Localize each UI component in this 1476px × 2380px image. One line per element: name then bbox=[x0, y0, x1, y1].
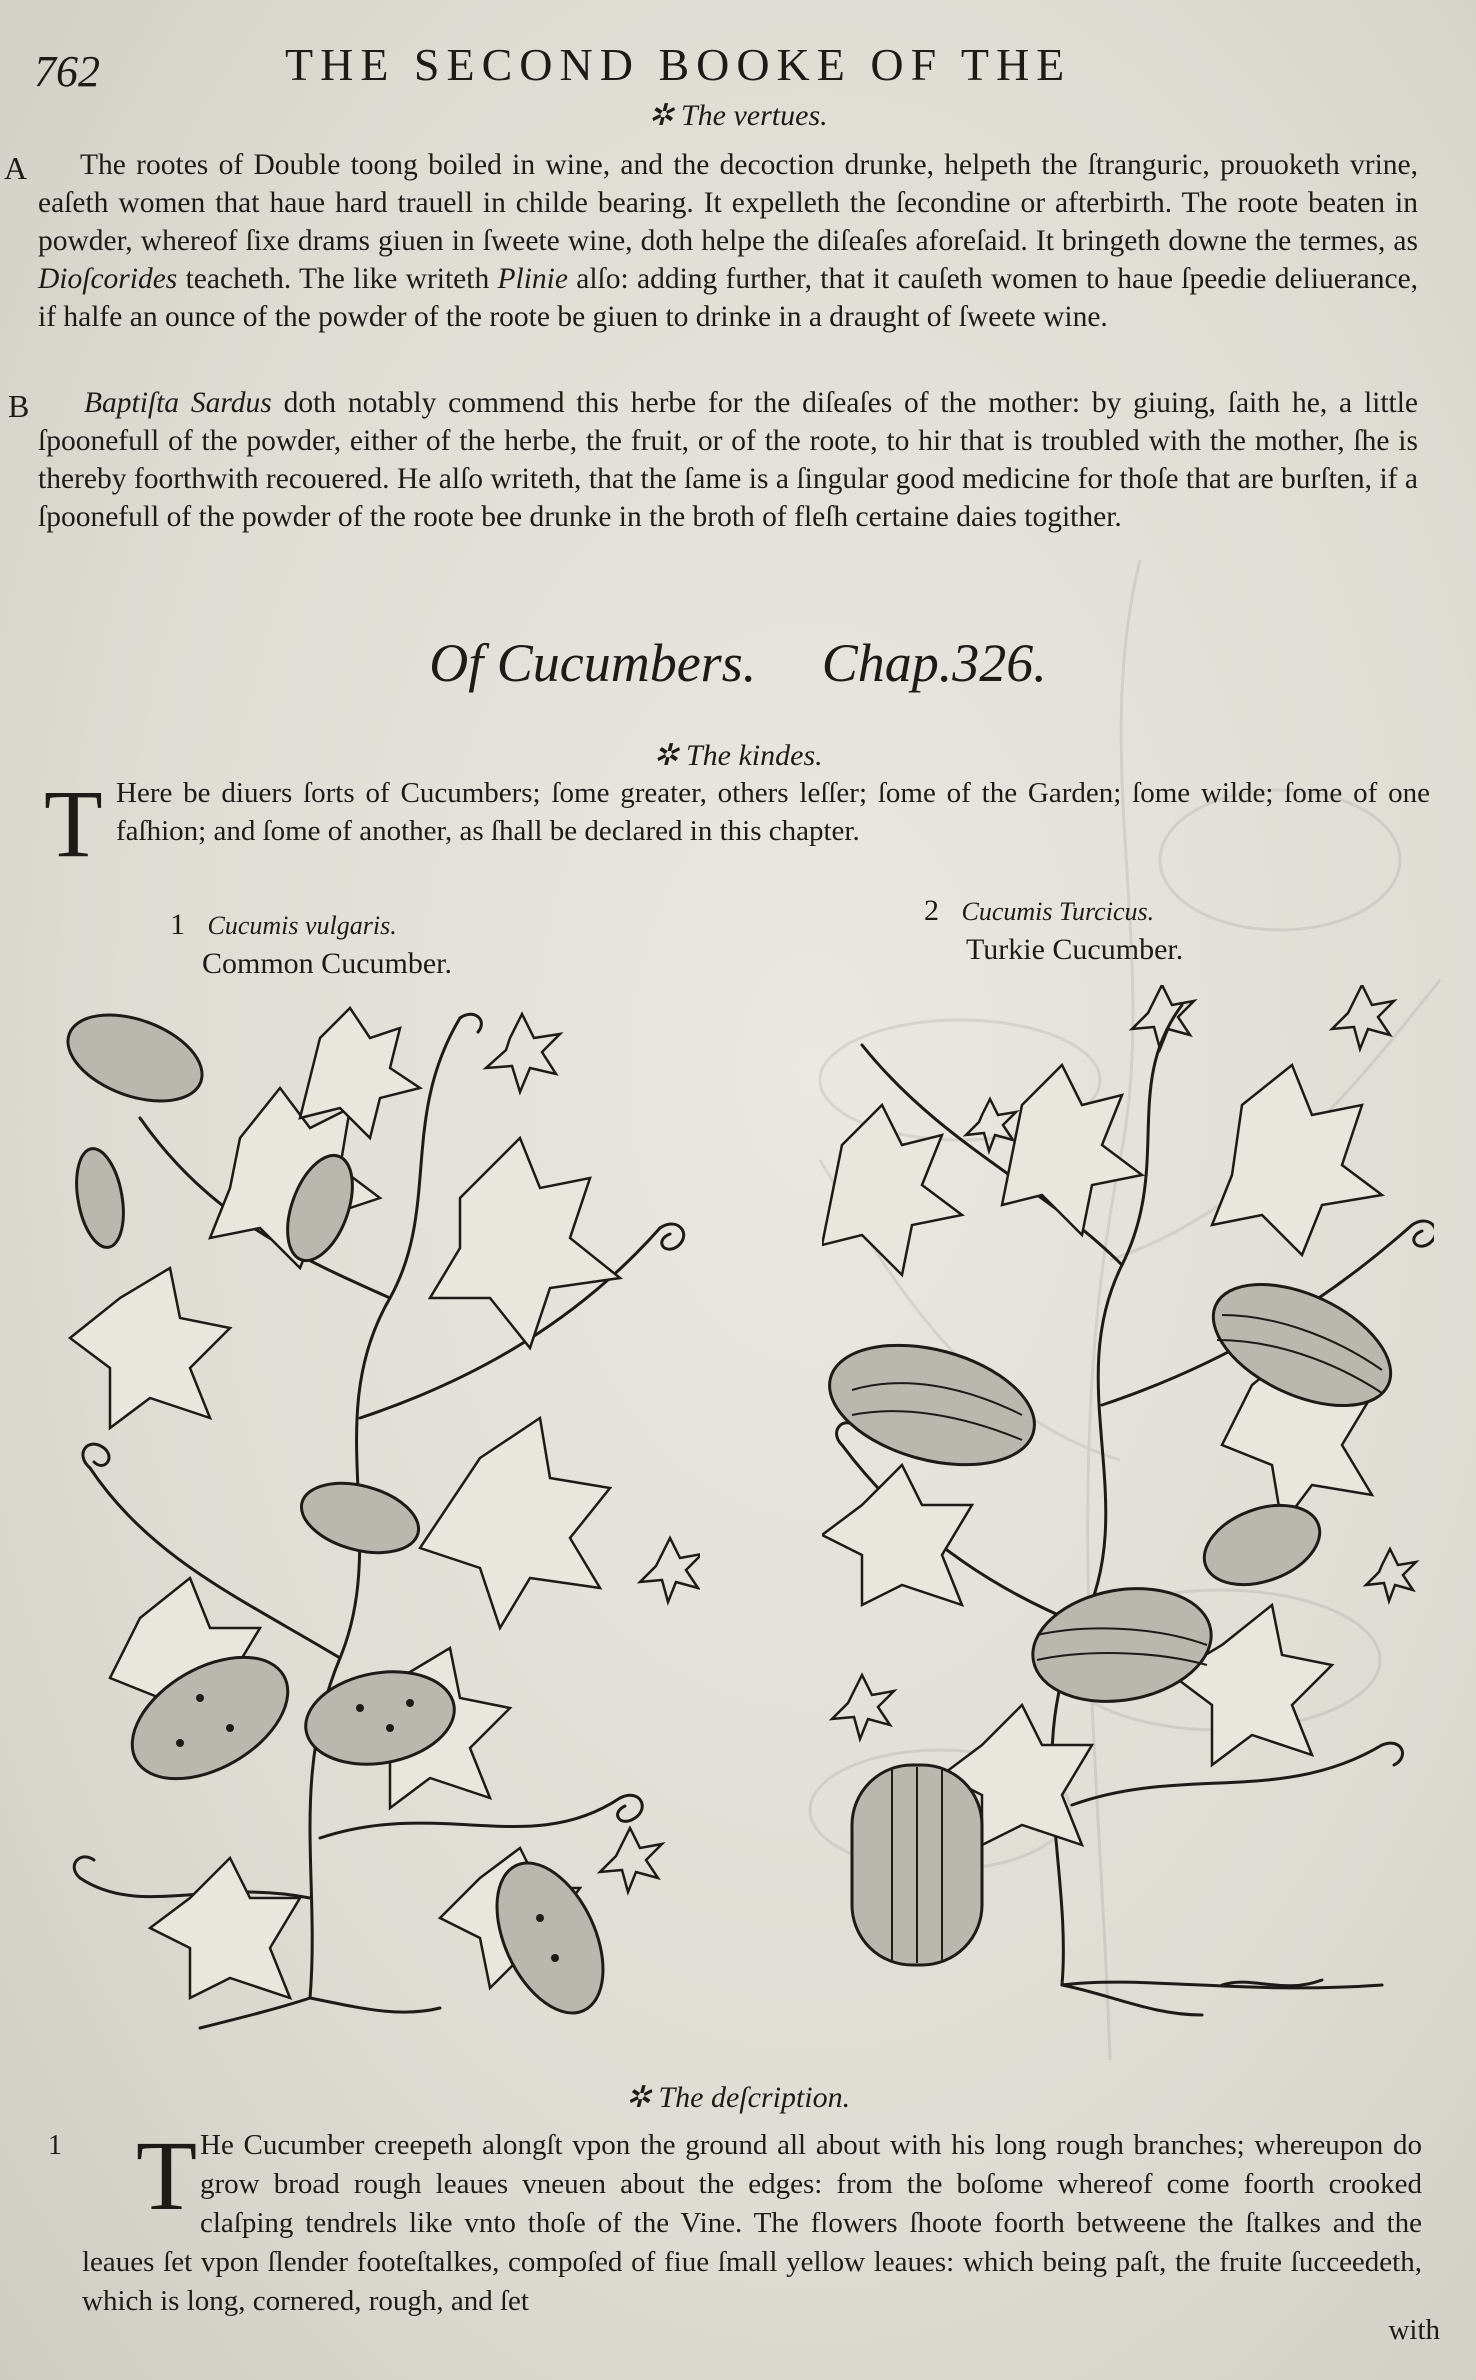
vertues-paragraph-a: The rootes of Double toong boiled in wine, and the decoction drunke, helpeth the ſtranguric, prouoketh vrine, eaſeth women that haue hard trauell in childe bearing. It expelleth the ſecondine or afterbirth. The roote beaten in powder, whereof ſixe drams giuen in ſweete wine, doth helpe the diſeaſes aforeſaid. It bringeth downe the termes, as Dioſcorides teacheth. The like writeth Plinie alſo: adding further, that it cauſeth women to haue ſpeedie deliuerance, if halfe an ounce of the powder of the roote be giuen to drinke in a draught of ſweete wine. bbox=[38, 149, 1419, 333]
figure-2-number: 2 bbox=[924, 894, 939, 927]
vertues-paragraph-b: Baptiſta Sardus doth notably commend this herbe for the diſeaſes of the mother: by giuing, ſaith he, a little ſpoonefull of the powder, either of the herbe, the fruit, or of the roote, to hir that is troubled with the mother, ſhe is thereby foorthwith recouered. He alſo writeth, that the ſame is a ſingular good medicine for thoſe that are burſten, if a ſpoonefull of the powder of the roote bee drunke in the broth of fleſh certaine daies togither. bbox=[38, 387, 1419, 533]
catchword: with bbox=[1388, 2314, 1440, 2346]
kindes-dropcap: T bbox=[44, 770, 103, 877]
figure-2-english-name: Turkie Cucumber. bbox=[966, 933, 1184, 966]
figure-1-latin-name: Cucumis vulgaris. bbox=[207, 911, 397, 940]
page-number: 762 bbox=[34, 47, 100, 96]
margin-marker-a: A bbox=[4, 150, 28, 186]
description-dropcap: T bbox=[136, 2120, 198, 2231]
figure-1-english-name: Common Cucumber. bbox=[202, 947, 452, 980]
turkish-cucumber-woodcut-icon bbox=[822, 985, 1434, 2020]
page-header bbox=[0, 28, 1476, 98]
description-heading: ✲ The deſcription. bbox=[625, 2081, 851, 2114]
kindes-heading: ✲ The kindes. bbox=[653, 739, 823, 772]
margin-marker-1: 1 bbox=[48, 2130, 62, 2161]
kindes-paragraph: Here be diuers ſorts of Cucumbers; ſome greater, others leſſer; ſome of the Garden; ſome wilde; ſome of one faſhion; and ſome of another, as ſhall be declared in this chapter. bbox=[116, 777, 1430, 847]
description-paragraph: He Cucumber creepeth alongſt vpon the ground all about with his long rough branches; whereupon do grow broad rough leaues vneuen about the edges: from the boſome whereof come foorth crooked claſping tendrels like vnto thoſe of the Vine. The flowers ſhoote foorth betweene the ſtalkes and the leaues ſet vpon ſlender footeſtalkes, compoſed of fiue ſmall yellow leaues: which being paſt, the fruite ſucceedeth, which is long, cornered, rough, and ſet bbox=[82, 2129, 1422, 2317]
chapter-title bbox=[0, 632, 1476, 694]
chapter-name: Of Cucumbers. bbox=[429, 633, 757, 693]
vertues-heading: ✲ The vertues. bbox=[648, 99, 828, 132]
margin-marker-b: B bbox=[8, 388, 30, 424]
chapter-number: Chap.326. bbox=[821, 633, 1047, 693]
figure-1-number: 1 bbox=[170, 908, 185, 941]
figure-2-latin-name: Cucumis Turcicus. bbox=[961, 897, 1155, 926]
cucumber-plant-woodcut-icon bbox=[60, 998, 700, 2038]
figure-1-caption bbox=[170, 906, 452, 983]
figure-2-caption bbox=[924, 892, 1183, 969]
running-title: THE SECOND BOOKE OF THE bbox=[285, 39, 1072, 90]
